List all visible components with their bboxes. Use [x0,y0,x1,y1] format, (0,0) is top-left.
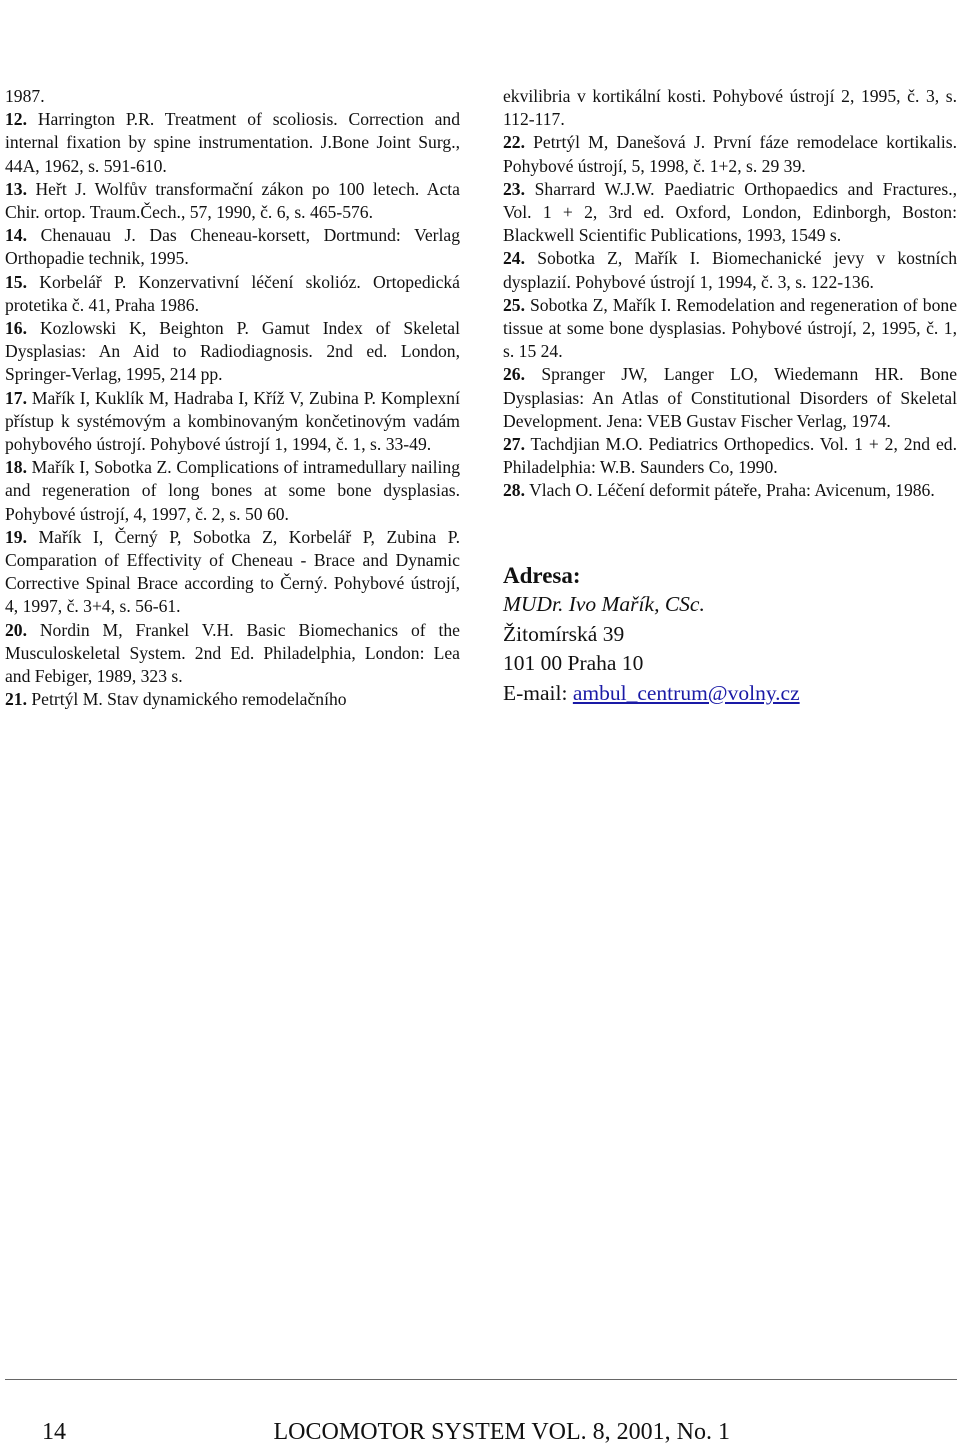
reference-number: 14. [5,225,27,246]
reference-text: Sobotka Z, Mařík I. Remodelation and regeneration of bone tissue at some bone dysplasias. Pohybové ústrojí, 2, 1995, č. 1, s. 15 24. [503,294,957,362]
reference-text: Sharrard W.J.W. Paediatric Orthopaedics and Fractures., Vol. 1 + 2, 3rd ed. Oxford, London, Edinborgh, Boston: Blackwell Scientific Publications, 1993, 1549 s. [503,178,957,246]
reference-number: 25. [503,294,525,315]
email-link[interactable]: ambul_centrum@volny.cz [572,680,800,705]
address-email-line [503,679,957,709]
reference-continuation: ekvilibria v kortikální kosti. Pohybové ústrojí 2, 1995, č. 3, s. 112-117. [503,86,957,130]
reference-text: Petrtýl M. Stav dynamického remodelačního [27,689,347,710]
reference-text: Petrtýl M, Danešová J. První fáze remodelace kortikalis. Pohybové ústrojí, 5, 1998, č. 1+2, s. 29 39. [503,132,957,176]
address-street: Žitomírská 39 [503,621,625,646]
reference-item [5,387,460,457]
reference-text: Mařík I, Černý P, Sobotka Z, Korbelář P, Zubina P. Comparation of Effectivity of Cheneau - Brace and Dynamic Corrective Spinal Brace according to Černý. Pohybové ústrojí, 4, 1997, č. 3+4, s. 56-61. [5,526,460,617]
reference-item [5,456,460,526]
reference-item [5,526,460,619]
reference-item [5,619,460,689]
reference-number: 17. [5,387,27,408]
page-number: 14 [42,1419,66,1445]
reference-item [5,224,460,270]
reference-number: 16. [5,318,27,339]
reference-number: 13. [5,178,27,199]
reference-number: 21. [5,689,27,710]
address-city: 101 00 Praha 10 [503,651,644,676]
reference-text: Sobotka Z, Mařík I. Biomechanické jevy v kostních dysplazií. Pohybové ústrojí 1, 1994, č. 3, s. 122-136. [503,248,957,292]
reference-text: Harrington P.R. Treatment of scoliosis. Correction and internal fixation by spine instrumentation. J.Bone Joint Surg., 44A, 1962, s. 591-610. [5,109,460,176]
reference-text: Nordin M, Frankel V.H. Basic Biomechanics of the Musculoskeletal System. 2nd Ed. Philadelphia, London: Lea and Febiger, 1989, 323 s. [5,619,460,687]
reference-number: 27. [503,434,525,455]
reference-item [503,479,957,502]
reference-item [5,178,460,224]
reference-number: 28. [503,480,525,501]
reference-number: 22. [503,132,525,153]
author-name: MUDr. Ivo Mařík, CSc. [503,592,705,617]
reference-number: 24. [503,248,525,269]
reference-text: Heřt J. Wolfův transformační zákon po 100 letech. Acta Chir. ortop. Traum.Čech., 57, 1990, č. 6, s. 465-576. [5,178,460,223]
reference-text: Mařík I, Kuklík M, Hadraba I, Kříž V, Zubina P. Komplexní přístup k systémovým a kombinovaným končetinovým vadám pohybového ústrojí. Pohybové ústrojí 1, 1994, č. 1, s. 33-49. [5,387,460,455]
reference-text: Mařík I, Sobotka Z. Complications of intramedullary nailing and regeneration of long bones at some bone dysplasias. Pohybové ústrojí, 4, 1997, č. 2, s. 50 60. [5,457,460,524]
reference-text: Spranger JW, Langer LO, Wiedemann HR. Bone Dysplasias: An Atlas of Constitutional Disorders of Skeletal Development. Jena: VEB Gustav Fischer Verlag, 1974. [503,364,957,431]
address-heading: Adresa: [503,562,581,588]
reference-number: 19. [5,526,27,547]
reference-item [5,688,460,711]
reference-text: Korbelář P. Konzervativní léčení skolióz. Ortopedická protetika č. 41, Praha 1986. [5,271,460,315]
reference-item [503,433,957,479]
reference-item [503,131,957,177]
reference-number: 15. [5,271,27,292]
reference-text: Chenauau J. Das Cheneau-korsett, Dortmund: Verlag Orthopadie technik, 1995. [5,225,460,269]
email-label: E-mail: [503,680,573,705]
reference-continuation: 1987. [5,86,45,106]
reference-item [503,247,957,293]
reference-item [5,108,460,178]
reference-item [5,271,460,317]
reference-number: 12. [5,109,27,130]
reference-item [5,317,460,387]
author-address [503,561,957,709]
reference-number: 23. [503,178,525,199]
footer-divider [5,1379,957,1380]
right-column [503,85,957,708]
reference-text: Vlach O. Léčení deformit páteře, Praha: Avicenum, 1986. [525,480,935,501]
reference-number: 26. [503,364,525,385]
reference-item [503,178,957,248]
left-column [5,85,460,711]
reference-number: 20. [5,619,27,640]
reference-text: Kozlowski K, Beighton P. Gamut Index of Skeletal Dysplasias: An Aid to Radiodiagnosis. 2nd ed. London, Springer-Verlag, 1995, 214 pp. [5,318,460,385]
reference-item [503,294,957,364]
reference-text: Tachdjian M.O. Pediatrics Orthopedics. Vol. 1 + 2, 2nd ed. Philadelphia: W.B. Saunders Co, 1990. [503,434,957,478]
reference-item [503,363,957,433]
journal-footer: LOCOMOTOR SYSTEM VOL. 8, 2001, No. 1 [273,1419,730,1445]
reference-number: 18. [5,457,27,478]
